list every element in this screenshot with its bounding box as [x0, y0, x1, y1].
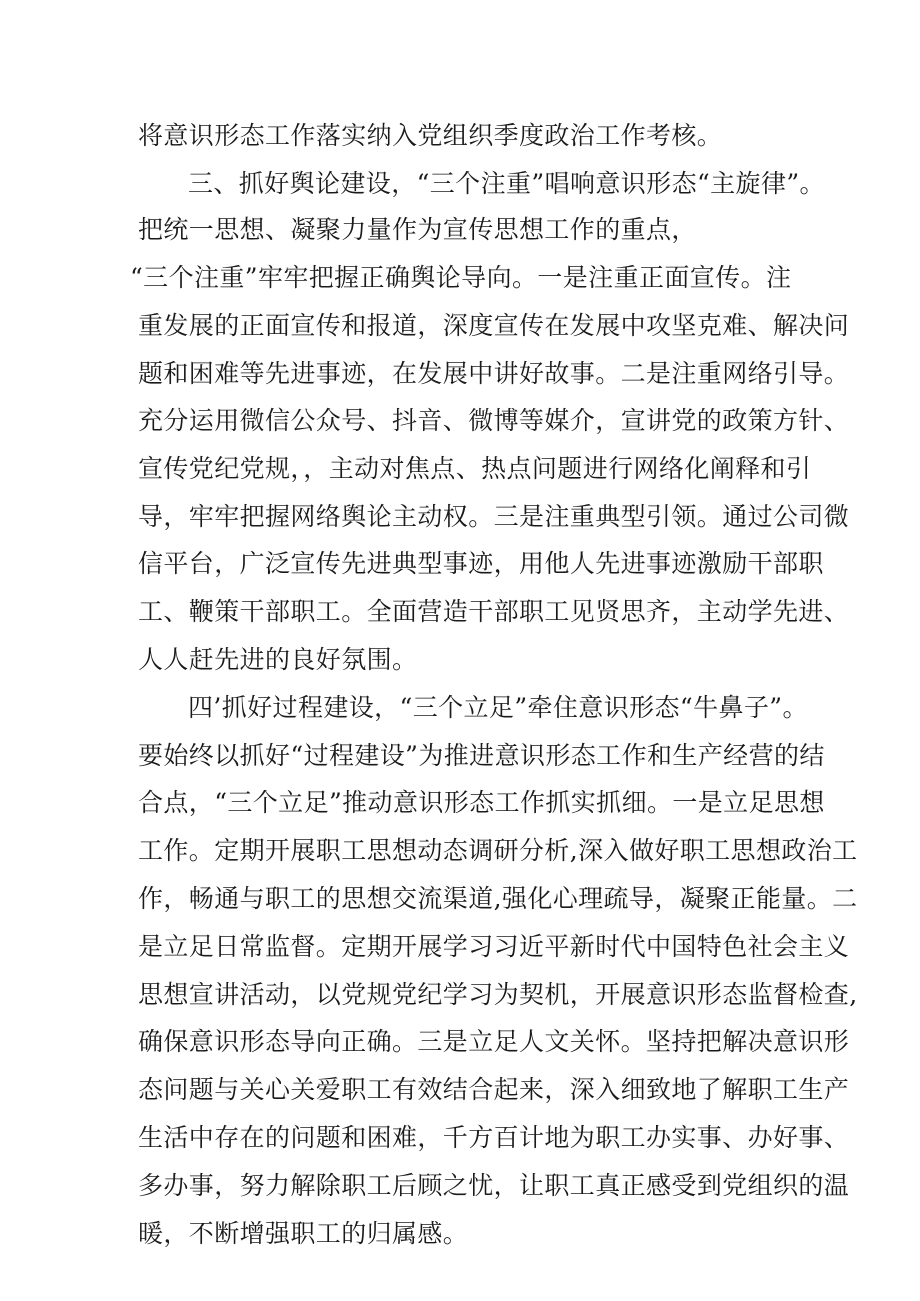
- text-line: 信平台，广泛宣传先进典型事迹，用他人先进事迹激励干部职: [138, 549, 824, 578]
- text-line: 多办事，努力解除职工后顾之忧，让职工真正感受到党组织的温: [138, 1171, 850, 1200]
- text-line: 将意识形态工作落实纳入党组织季度政治工作考核。: [138, 121, 723, 150]
- text-line: 导，牢牢把握网络舆论主动权。三是注重典型引领。通过公司微: [138, 502, 850, 531]
- text-line: 工、鞭策干部职工。全面营造干部职工见贤思齐，主动学先进、: [138, 597, 850, 626]
- text-line: 态问题与关心关爱职工有效结合起来，深入细致地了解职工生产: [138, 1075, 850, 1104]
- text-line: 题和困难等先进事迹，在发展中讲好故事。二是注重网络引导。: [138, 359, 850, 388]
- text-line: 工作。定期开展职工思想动态调研分析,深入做好职工思想政治工: [138, 836, 858, 865]
- text-line: 人人赶先进的良好氛围。: [138, 645, 418, 674]
- text-line: 是立足日常监督。定期开展学习习近平新时代中国特色社会主义: [138, 932, 850, 961]
- text-line: 把统一思想、凝聚力量作为宣传思想工作的重点，: [138, 215, 697, 244]
- text-line: 作，畅通与职工的思想交流渠道,强化心理疏导，凝聚正能量。二: [138, 884, 858, 913]
- text-line: 合点，“三个立足”推动意识形态工作抓实抓细。一是立足思想: [138, 788, 825, 817]
- section-heading-3: 三、抓好舆论建设，“三个注重”唱响意识形态“主旋律”。: [188, 169, 825, 198]
- text-line: 重发展的正面宣传和报道，深度宣传在发展中攻坚克难、解决问: [138, 311, 850, 340]
- text-line: 要始终以抓好“过程建设”为推进意识形态工作和生产经营的结: [138, 741, 825, 770]
- text-line: 生活中存在的问题和困难，千方百计地为职工办实事、办好事、: [138, 1123, 850, 1152]
- text-line: 充分运用微信公众号、抖音、微博等媒介，宣讲党的政策方针、: [138, 406, 850, 435]
- text-line: 暖，不断增强职工的归属感。: [138, 1219, 469, 1248]
- text-line: “三个注重”牢牢把握正确舆论导向。一是注重正面宣传。注: [130, 263, 792, 292]
- section-heading-4: 四’抓好过程建设，“三个立足”牵住意识形态“牛鼻子”。: [188, 693, 808, 722]
- text-line: 思想宣讲活动，以党规党纪学习为契机，开展意识形态监督检查,: [138, 980, 858, 1009]
- text-line: 确保意识形态导向正确。三是立足人文关怀。坚持把解决意识形: [138, 1027, 850, 1056]
- text-line: 宣传党纪党规，，主动对焦点、热点问题进行网络化阐释和引: [138, 454, 812, 483]
